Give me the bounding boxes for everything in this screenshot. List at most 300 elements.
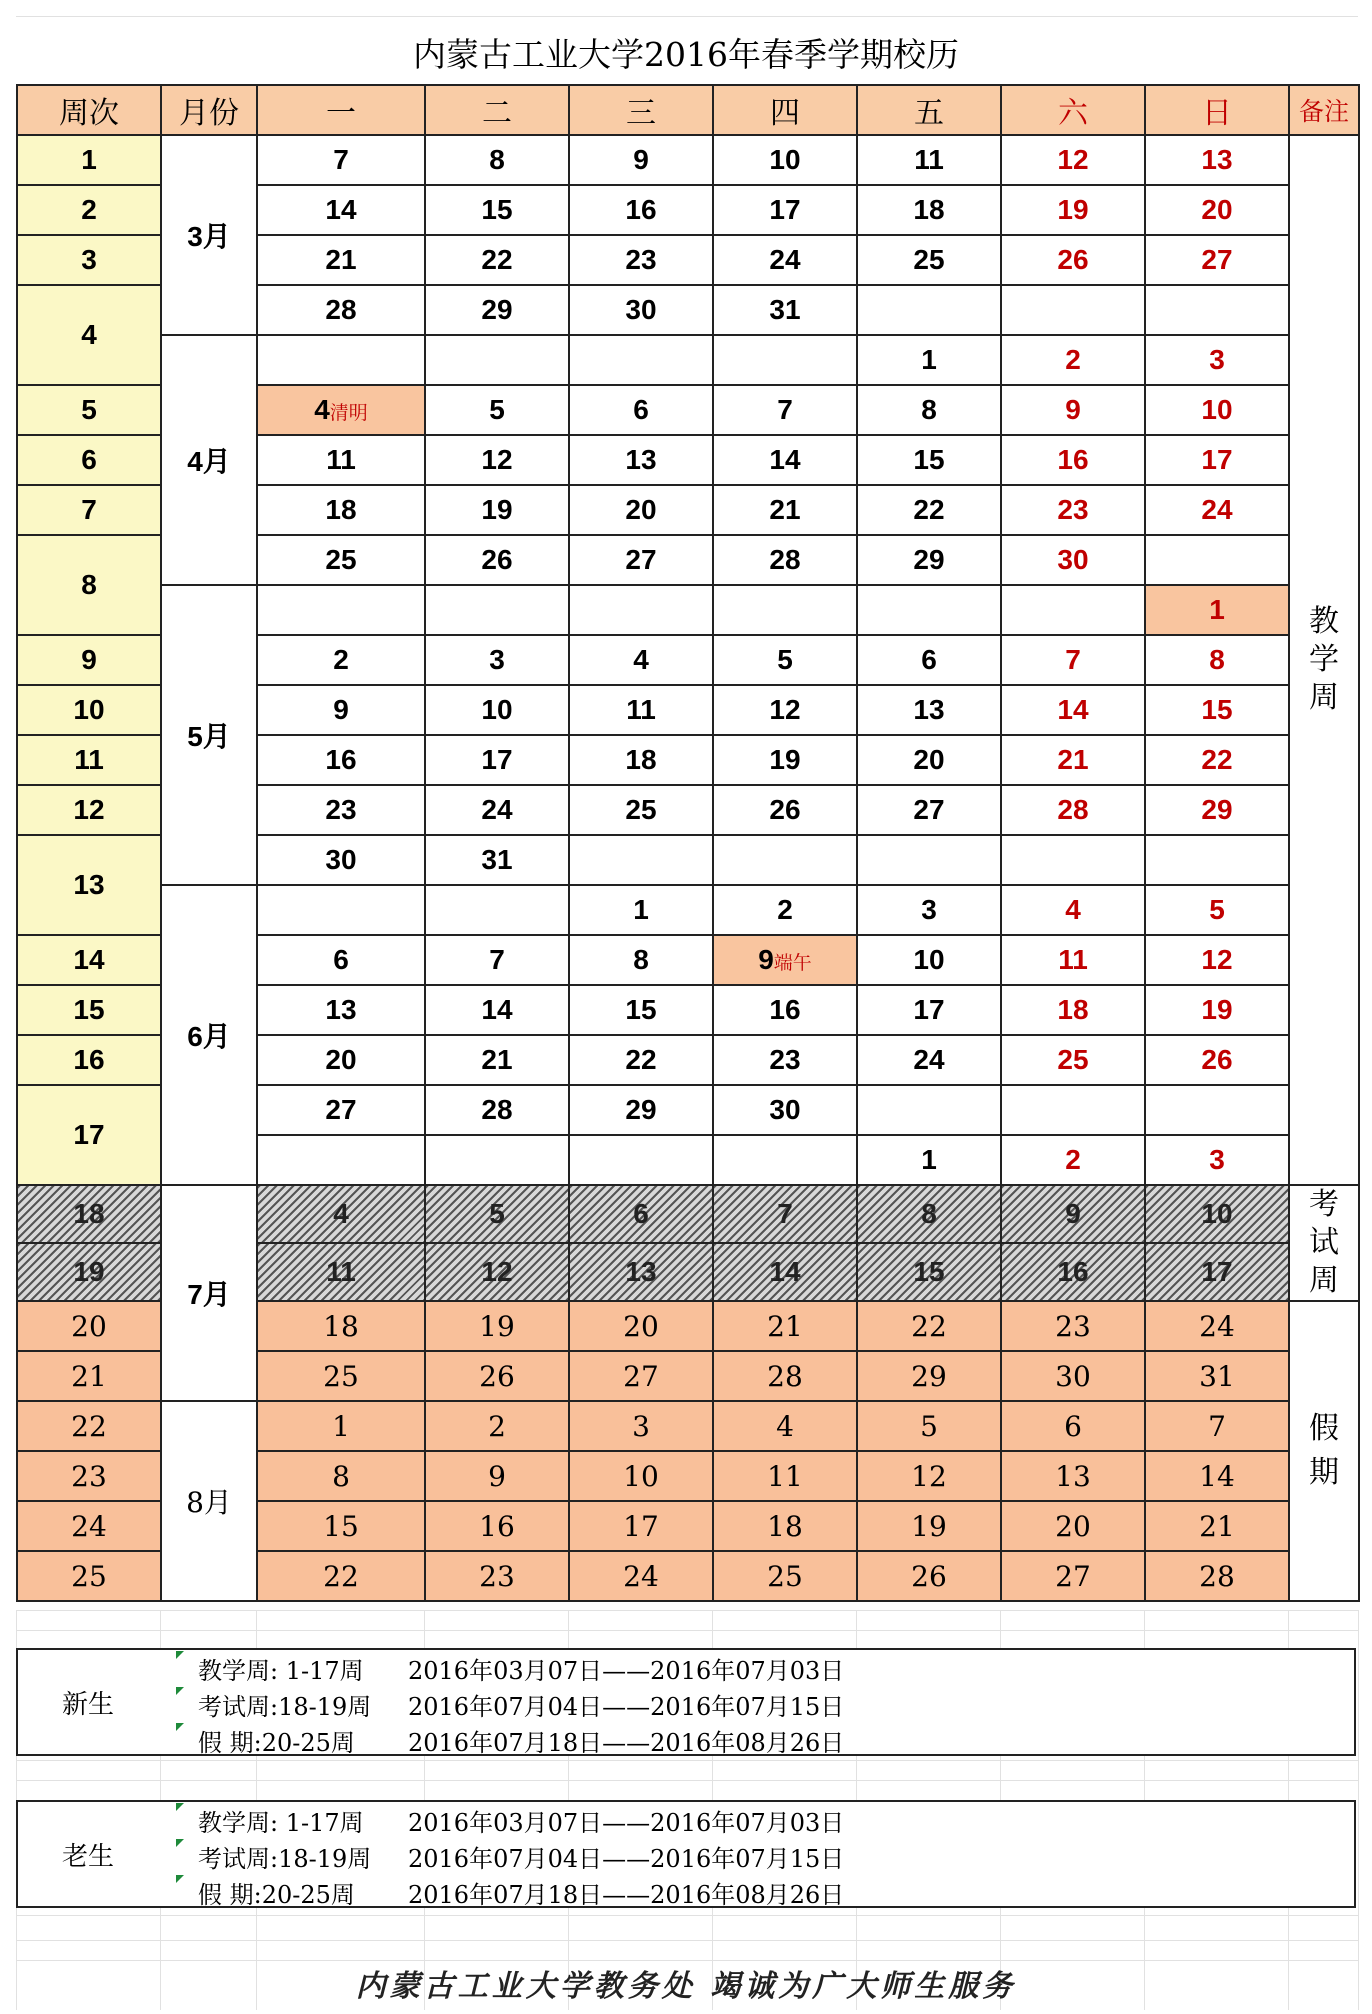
day-cell: 14	[713, 435, 857, 485]
day-cell: 18	[257, 1301, 425, 1351]
month-label: 8月	[161, 1401, 257, 1601]
day-cell: 30	[569, 285, 713, 335]
day-cell: 11	[857, 135, 1001, 185]
header-sun: 日	[1145, 85, 1289, 135]
gridline	[1358, 1610, 1359, 2010]
day-cell: 18	[569, 735, 713, 785]
week-number: 11	[17, 735, 161, 785]
day-cell	[569, 335, 713, 385]
day-cell: 25	[713, 1551, 857, 1601]
day-cell: 16	[425, 1501, 569, 1551]
week-row	[17, 1401, 1359, 1451]
day-cell: 13	[569, 435, 713, 485]
day-cell: 17	[713, 185, 857, 235]
day-cell: 18	[713, 1501, 857, 1551]
day-cell: 5	[1145, 885, 1289, 935]
gridline	[16, 1610, 1358, 1611]
day-cell	[569, 585, 713, 635]
day-cell: 28	[1001, 785, 1145, 835]
day-cell: 21	[257, 235, 425, 285]
cell-comment-marker	[176, 1651, 184, 1659]
day-cell	[257, 335, 425, 385]
day-cell: 13	[1001, 1451, 1145, 1501]
day-cell: 13	[257, 985, 425, 1035]
day-cell: 21	[1001, 735, 1145, 785]
header-sat: 六	[1001, 85, 1145, 135]
summary-line	[198, 1802, 844, 1838]
day-cell: 12	[857, 1451, 1001, 1501]
day-number: 1	[1209, 594, 1225, 625]
day-cell: 6	[569, 1185, 713, 1243]
summary-range: 2016年07月18日——2016年08月26日	[408, 1728, 845, 1757]
month-label: 4月	[161, 335, 257, 585]
day-cell: 6	[1001, 1401, 1145, 1451]
day-cell: 28	[425, 1085, 569, 1135]
day-cell: 28	[1145, 1551, 1289, 1601]
day-cell: 20	[1001, 1501, 1145, 1551]
day-cell: 27	[257, 1085, 425, 1135]
summary-box	[16, 1648, 1356, 1756]
day-cell: 2	[1001, 1135, 1145, 1185]
summary-line	[198, 1838, 844, 1874]
day-cell	[425, 335, 569, 385]
day-cell: 22	[425, 235, 569, 285]
day-cell: 24	[425, 785, 569, 835]
remark-teaching	[1289, 135, 1359, 1185]
week-number: 17	[17, 1085, 161, 1185]
gridline	[16, 1760, 1358, 1761]
day-cell: 21	[1145, 1501, 1289, 1551]
day-cell	[1145, 585, 1289, 635]
summary-group: 老生	[61, 1841, 114, 1872]
day-cell: 26	[1145, 1035, 1289, 1085]
remark-exam-text: 考试周	[1309, 1187, 1339, 1298]
header-mon: 一	[257, 85, 425, 135]
day-cell: 23	[713, 1035, 857, 1085]
day-cell: 23	[257, 785, 425, 835]
day-cell: 11	[257, 435, 425, 485]
day-cell: 8	[569, 935, 713, 985]
day-cell: 10	[1145, 1185, 1289, 1243]
calendar-table	[16, 84, 1360, 1602]
day-cell: 13	[569, 1243, 713, 1301]
cell-comment-marker	[176, 1803, 184, 1811]
week-number: 10	[17, 685, 161, 735]
summary-line	[198, 1650, 844, 1686]
day-cell	[713, 835, 857, 885]
header-note: 备注	[1289, 85, 1359, 135]
day-cell: 19	[425, 1301, 569, 1351]
day-cell	[1001, 1085, 1145, 1135]
day-cell	[257, 585, 425, 635]
day-cell: 6	[257, 935, 425, 985]
week-number: 14	[17, 935, 161, 985]
week-row	[17, 885, 1359, 935]
week-number: 21	[17, 1351, 161, 1401]
day-cell: 13	[857, 685, 1001, 735]
day-cell: 17	[857, 985, 1001, 1035]
day-cell: 21	[713, 1301, 857, 1351]
day-number: 4	[314, 394, 330, 425]
day-cell	[857, 1085, 1001, 1135]
day-cell: 9	[257, 685, 425, 735]
day-cell	[1001, 585, 1145, 635]
holiday-name: 端午	[773, 952, 812, 974]
day-cell: 19	[1145, 985, 1289, 1035]
day-cell: 7	[1145, 1401, 1289, 1451]
remark-teaching-text: 教学周	[1309, 604, 1339, 715]
day-cell: 27	[569, 1351, 713, 1401]
day-cell: 19	[857, 1501, 1001, 1551]
day-cell: 12	[1001, 135, 1145, 185]
day-cell: 27	[857, 785, 1001, 835]
day-cell: 20	[257, 1035, 425, 1085]
day-cell: 11	[713, 1451, 857, 1501]
day-cell: 9	[425, 1451, 569, 1501]
day-cell: 23	[425, 1551, 569, 1601]
week-number: 6	[17, 435, 161, 485]
summary-range: 2016年07月18日——2016年08月26日	[408, 1880, 845, 1909]
day-cell: 24	[569, 1551, 713, 1601]
day-cell: 19	[425, 485, 569, 535]
day-cell: 1	[569, 885, 713, 935]
month-label: 5月	[161, 585, 257, 885]
header-fri: 五	[857, 85, 1001, 135]
day-cell: 28	[713, 535, 857, 585]
summary-label: 假 期:20-25周	[198, 1728, 355, 1757]
day-cell: 8	[425, 135, 569, 185]
day-cell: 29	[425, 285, 569, 335]
day-cell: 21	[713, 485, 857, 535]
day-cell: 3	[425, 635, 569, 685]
day-cell: 12	[425, 1243, 569, 1301]
day-cell: 10	[857, 935, 1001, 985]
day-cell: 25	[257, 535, 425, 585]
day-cell: 24	[1145, 485, 1289, 535]
day-cell: 18	[857, 185, 1001, 235]
day-cell: 21	[425, 1035, 569, 1085]
day-cell: 9	[1001, 1185, 1145, 1243]
day-cell: 19	[1001, 185, 1145, 235]
day-cell: 29	[857, 535, 1001, 585]
gridline	[16, 1780, 1358, 1781]
gridline	[16, 16, 1358, 17]
day-cell	[857, 835, 1001, 885]
cell-comment-marker	[176, 1687, 184, 1695]
day-cell	[1001, 835, 1145, 885]
week-number: 15	[17, 985, 161, 1035]
day-cell	[713, 935, 857, 985]
day-cell: 4	[569, 635, 713, 685]
header-tue: 二	[425, 85, 569, 135]
day-cell: 17	[1145, 435, 1289, 485]
day-cell: 7	[257, 135, 425, 185]
day-cell: 22	[569, 1035, 713, 1085]
header-row	[17, 85, 1359, 135]
day-cell: 22	[857, 485, 1001, 535]
day-cell: 15	[425, 185, 569, 235]
summary-range: 2016年07月04日——2016年07月15日	[408, 1844, 845, 1873]
day-cell: 22	[1145, 735, 1289, 785]
day-cell: 31	[425, 835, 569, 885]
day-cell: 6	[569, 385, 713, 435]
remark-exam	[1289, 1185, 1359, 1301]
day-cell	[1001, 285, 1145, 335]
day-cell: 28	[713, 1351, 857, 1401]
day-cell: 3	[1145, 1135, 1289, 1185]
day-cell: 16	[1001, 1243, 1145, 1301]
day-cell: 3	[1145, 335, 1289, 385]
day-number: 9	[758, 944, 774, 975]
cell-comment-marker	[176, 1723, 184, 1731]
day-cell: 26	[1001, 235, 1145, 285]
day-cell: 2	[425, 1401, 569, 1451]
day-cell: 4	[713, 1401, 857, 1451]
week-number: 18	[17, 1185, 161, 1243]
day-cell: 3	[569, 1401, 713, 1451]
day-cell: 5	[857, 1401, 1001, 1451]
day-cell: 22	[857, 1301, 1001, 1351]
day-cell: 31	[713, 285, 857, 335]
day-cell	[857, 585, 1001, 635]
day-cell	[425, 1135, 569, 1185]
day-cell: 31	[1145, 1351, 1289, 1401]
day-cell: 29	[1145, 785, 1289, 835]
day-cell	[425, 585, 569, 635]
day-cell: 26	[857, 1551, 1001, 1601]
day-cell: 17	[1145, 1243, 1289, 1301]
day-cell: 12	[1145, 935, 1289, 985]
day-cell: 16	[713, 985, 857, 1035]
day-cell: 5	[425, 1185, 569, 1243]
week-number: 22	[17, 1401, 161, 1451]
week-number: 3	[17, 235, 161, 285]
week-row	[17, 585, 1359, 635]
day-cell: 7	[1001, 635, 1145, 685]
week-number: 25	[17, 1551, 161, 1601]
summary-label: 教学周: 1-17周	[198, 1656, 364, 1685]
day-cell: 20	[857, 735, 1001, 785]
day-cell: 16	[569, 185, 713, 235]
summary-box	[16, 1800, 1356, 1908]
day-cell: 15	[1145, 685, 1289, 735]
day-cell: 3	[857, 885, 1001, 935]
summary-label: 假 期:20-25周	[198, 1880, 355, 1909]
day-cell	[569, 1135, 713, 1185]
header-thu: 四	[713, 85, 857, 135]
week-number: 9	[17, 635, 161, 685]
week-row	[17, 1185, 1359, 1243]
day-cell: 17	[425, 735, 569, 785]
summary-range: 2016年03月07日——2016年07月03日	[408, 1808, 845, 1837]
day-cell	[713, 585, 857, 635]
day-cell: 1	[857, 1135, 1001, 1185]
day-cell: 19	[713, 735, 857, 785]
day-cell: 30	[1001, 1351, 1145, 1401]
day-cell: 2	[1001, 335, 1145, 385]
day-cell: 11	[569, 685, 713, 735]
day-cell	[257, 1135, 425, 1185]
header-wed: 三	[569, 85, 713, 135]
day-cell	[1145, 835, 1289, 885]
header-week: 周次	[17, 85, 161, 135]
day-cell: 23	[1001, 1301, 1145, 1351]
day-cell: 6	[857, 635, 1001, 685]
remark-holiday	[1289, 1301, 1359, 1601]
month-label: 3月	[161, 135, 257, 335]
day-cell: 20	[569, 1301, 713, 1351]
week-number: 1	[17, 135, 161, 185]
summary-label: 考试周:18-19周	[198, 1692, 372, 1721]
day-cell: 24	[1145, 1301, 1289, 1351]
day-cell: 17	[569, 1501, 713, 1551]
day-cell: 16	[257, 735, 425, 785]
day-cell	[569, 835, 713, 885]
day-cell: 11	[257, 1243, 425, 1301]
day-cell: 24	[713, 235, 857, 285]
day-cell: 7	[425, 935, 569, 985]
day-cell: 11	[1001, 935, 1145, 985]
day-cell: 15	[569, 985, 713, 1035]
gridline	[16, 1915, 1358, 1916]
day-cell: 8	[857, 1185, 1001, 1243]
day-cell: 14	[713, 1243, 857, 1301]
cell-comment-marker	[176, 1839, 184, 1847]
day-cell	[1145, 1085, 1289, 1135]
week-row	[17, 135, 1359, 185]
week-number: 19	[17, 1243, 161, 1301]
day-cell: 2	[257, 635, 425, 685]
day-cell: 18	[257, 485, 425, 535]
week-number: 20	[17, 1301, 161, 1351]
day-cell: 26	[425, 1351, 569, 1401]
day-cell: 26	[713, 785, 857, 835]
month-label: 6月	[161, 885, 257, 1185]
week-row	[17, 335, 1359, 385]
gridline	[16, 1940, 1358, 1941]
summary-label: 教学周: 1-17周	[198, 1808, 364, 1837]
day-cell	[257, 885, 425, 935]
day-cell: 10	[1145, 385, 1289, 435]
day-cell: 30	[257, 835, 425, 885]
day-cell: 30	[713, 1085, 857, 1135]
week-number: 8	[17, 535, 161, 635]
day-cell: 15	[257, 1501, 425, 1551]
day-cell: 9	[569, 135, 713, 185]
day-cell: 7	[713, 1185, 857, 1243]
day-cell: 5	[425, 385, 569, 435]
day-cell: 10	[425, 685, 569, 735]
day-cell: 18	[1001, 985, 1145, 1035]
day-cell	[257, 385, 425, 435]
month-label: 7月	[161, 1185, 257, 1401]
day-cell: 25	[257, 1351, 425, 1401]
day-cell: 24	[857, 1035, 1001, 1085]
day-cell: 20	[569, 485, 713, 535]
day-cell: 27	[1001, 1551, 1145, 1601]
week-number: 2	[17, 185, 161, 235]
week-number: 12	[17, 785, 161, 835]
day-cell: 13	[1145, 135, 1289, 185]
day-cell: 4	[257, 1185, 425, 1243]
summary-group: 新生	[61, 1689, 114, 1720]
day-cell: 1	[857, 335, 1001, 385]
day-cell: 15	[857, 1243, 1001, 1301]
day-cell: 14	[257, 185, 425, 235]
remark-holiday-text: 假期	[1309, 1411, 1339, 1490]
week-number: 4	[17, 285, 161, 385]
day-cell	[1145, 535, 1289, 585]
summary-label: 考试周:18-19周	[198, 1844, 372, 1873]
summary-line	[198, 1874, 844, 1910]
day-cell: 5	[713, 635, 857, 685]
cell-comment-marker	[176, 1875, 184, 1883]
day-cell: 14	[1145, 1451, 1289, 1501]
week-number: 7	[17, 485, 161, 535]
summary-range: 2016年03月07日——2016年07月03日	[408, 1656, 845, 1685]
day-cell: 27	[569, 535, 713, 585]
gridline	[16, 1630, 1358, 1631]
day-cell	[1145, 285, 1289, 335]
day-cell: 25	[857, 235, 1001, 285]
day-cell: 8	[257, 1451, 425, 1501]
day-cell: 25	[1001, 1035, 1145, 1085]
day-cell: 12	[425, 435, 569, 485]
page-title: 内蒙古工业大学2016年春季学期校历	[413, 34, 959, 74]
day-cell: 23	[1001, 485, 1145, 535]
day-cell	[713, 1135, 857, 1185]
day-cell: 20	[1145, 185, 1289, 235]
day-cell: 25	[569, 785, 713, 835]
day-cell	[857, 285, 1001, 335]
day-cell: 4	[1001, 885, 1145, 935]
day-cell: 28	[257, 285, 425, 335]
day-cell: 29	[857, 1351, 1001, 1401]
header-month: 月份	[161, 85, 257, 135]
day-cell: 23	[569, 235, 713, 285]
holiday-name: 清明	[329, 402, 368, 424]
day-cell: 7	[713, 385, 857, 435]
day-cell: 8	[1145, 635, 1289, 685]
day-cell: 8	[857, 385, 1001, 435]
week-number: 24	[17, 1501, 161, 1551]
day-cell: 9	[1001, 385, 1145, 435]
day-cell: 15	[857, 435, 1001, 485]
week-number: 5	[17, 385, 161, 435]
day-cell: 1	[257, 1401, 425, 1451]
day-cell	[425, 885, 569, 935]
day-cell: 14	[425, 985, 569, 1035]
day-cell: 22	[257, 1551, 425, 1601]
week-number: 13	[17, 835, 161, 935]
summary-line	[198, 1722, 844, 1758]
day-cell: 12	[713, 685, 857, 735]
footer-slogan: 内蒙古工业大学教务处 竭诚为广大师生服务	[355, 1969, 1017, 2004]
day-cell: 16	[1001, 435, 1145, 485]
summary-line	[198, 1686, 844, 1722]
day-cell: 29	[569, 1085, 713, 1135]
week-number: 16	[17, 1035, 161, 1085]
day-cell: 10	[713, 135, 857, 185]
day-cell: 30	[1001, 535, 1145, 585]
day-cell: 27	[1145, 235, 1289, 285]
day-cell	[713, 335, 857, 385]
summary-range: 2016年07月04日——2016年07月15日	[408, 1692, 845, 1721]
day-cell: 14	[1001, 685, 1145, 735]
week-number: 23	[17, 1451, 161, 1501]
day-cell: 2	[713, 885, 857, 935]
day-cell: 26	[425, 535, 569, 585]
